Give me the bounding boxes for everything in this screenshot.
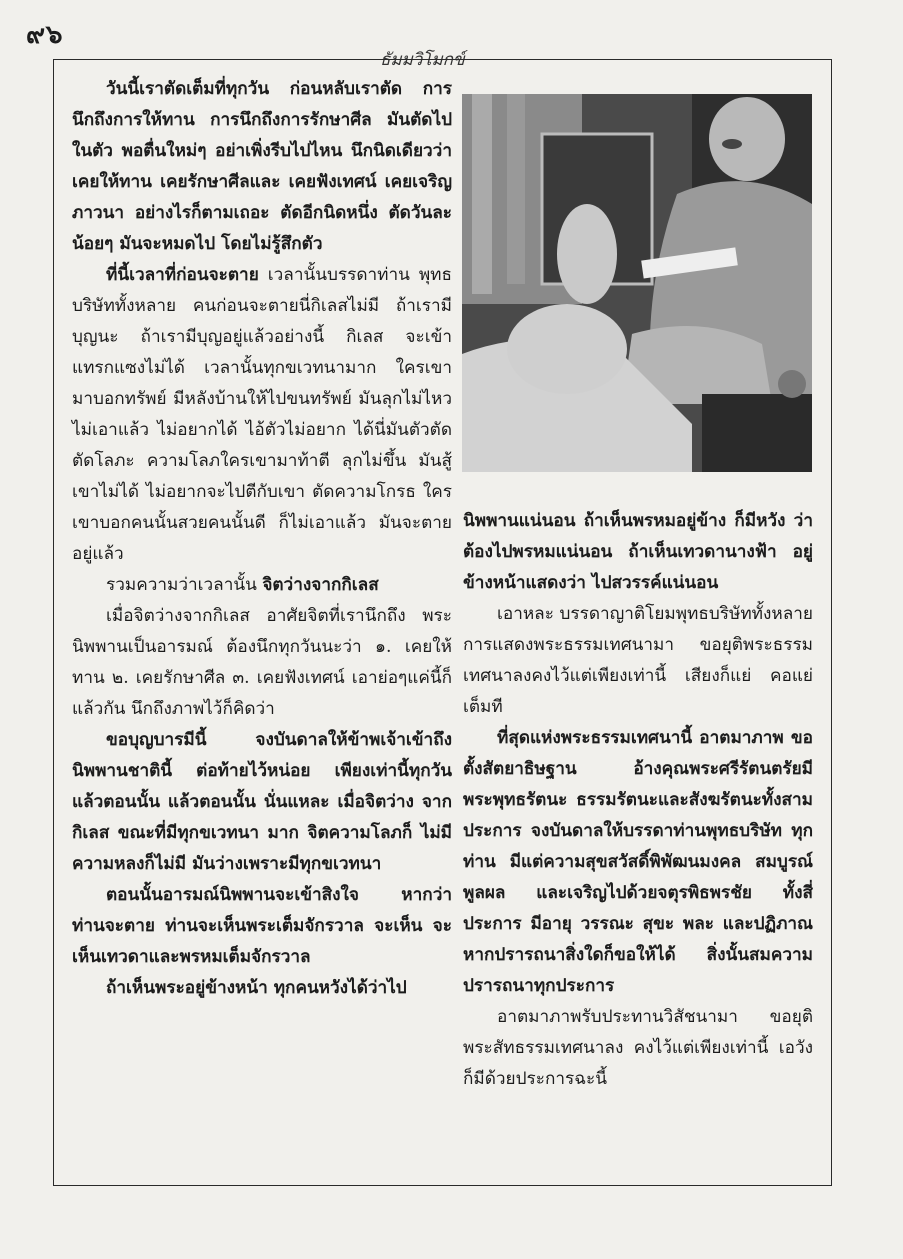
monk-photo (462, 94, 812, 472)
paragraph-4: เมื่อจิตว่างจากกิเลส อาศัยจิตที่เรานึกถึง พระนิพพานเป็นอารมณ์ ต้องนึกทุกวันนะว่า ๑. เคยให้ทาน ๒. เคยรักษาศีล ๓. เคยฟังเทศน์ เอาย่อๆแค่นี้ก็แล้วกัน นึกถึงภาพไว้ก็คิดว่า (72, 606, 452, 719)
paragraph-8: นิพพานแน่นอน ถ้าเห็นพรหมอยู่ข้าง ก็มีหวัง ว่า ต้องไปพรหมแน่นอน ถ้าเห็นเทวดานางฟ้า อยู่ข้างหน้าแสดงว่า ไปสวรรค์แน่นอน (463, 511, 813, 593)
paragraph-6: ตอนนั้นอารมณ์นิพพานจะเข้าสิงใจ หากว่า ท่านจะตาย ท่านจะเห็นพระเต็มจักรวาล จะเห็น จะเห็นเทวดาและพรหมเต็มจักรวาล (72, 885, 452, 967)
right-column (463, 506, 813, 1095)
paragraph-2-body: เวลานั้นบรรดาท่าน พุทธบริษัททั้งหลาย คนก่อนจะตายนี่กิเลสไม่มี ถ้าเรามีบุญนะ ถ้าเรามีบุญอยู่แล้วอย่างนี้ กิเลส จะเข้าแทรกแซงไม่ได้ เวลานั้นทุกขเวทนามาก ใครเขามาบอกทรัพย์ มีหลังบ้านให้ไปขนทรัพย์ มันลุกไม่ไหว ไม่เอาแล้ว ไม่อยากได้ ไอ้ตัวไม่อยาก ได้นี่มันตัวตัด ตัดโลภะ ความโลภใครเขามาท้าตี ลุกไม่ขึ้น มันสู้เขาไม่ได้ ไม่อยากจะไปตีกับเขา ตัดความโกรธ ใครเขาบอกคนนั้นสวยคนนั้นดี ก็ไม่เอาแล้ว มันจะตายอยู่แล้ว (72, 265, 452, 564)
left-column (72, 74, 452, 1004)
paragraph-9: เอาหละ บรรดาญาติโยมพุทธบริษัททั้งหลาย การแสดงพระธรรมเทศนามา ขอยุติพระธรรม เทศนาลงคงไว้แต่เพียงเท่านี้ เสียงก็แย่ คอแย่ เต็มที (463, 604, 813, 717)
paragraph-1: วันนี้เราตัดเต็มที่ทุกวัน ก่อนหลับเราตัด การนึกถึงการให้ทาน การนึกถึงการรักษาศีล มันตัดไปในตัว พอตื่นใหม่ๆ อย่าเพิ่งรีบไปไหน นึกนิดเดียวว่าเคยให้ทาน เคยรักษาศีลและ เคยฟังเทศน์ เคยเจริญภาวนา อย่างไรก็ตามเถอะ ตัดอีกนิดหนึ่ง ตัดวันละน้อยๆ มันจะหมดไป โดยไม่รู้สึกตัว (72, 79, 452, 254)
paragraph-7: ถ้าเห็นพระอยู่ข้างหน้า ทุกคนหวังได้ว่าไป (106, 978, 407, 998)
paragraph-11: อาตมาภาพรับประทานวิสัชนามา ขอยุติ พระสัทธรรมเทศนาลง คงไว้แต่เพียงเท่านี้ เอวังก็มีด้วยประการฉะนี้ (463, 1007, 813, 1089)
paragraph-5: ขอบุญบารมีนี้ จงบันดาลให้ข้าพเจ้าเข้าถึง นิพพานชาตินี้ ต่อท้ายไว้หน่อย เพียงเท่านี้ทุกวัน แล้วตอนนั้น แล้วตอนนั้น นั่นแหละ เมื่อจิตว่าง จากกิเลส ขณะที่มีทุกขเวทนา มาก จิตความโลภก็ ไม่มี ความหลงก็ไม่มี มันว่างเพราะมีทุกขเวทนา (72, 730, 452, 874)
paragraph-3-lead: รวมความว่าเวลานั้น (106, 575, 263, 595)
paragraph-2 (72, 260, 452, 570)
running-header: ธัมมวิโมกข์ (380, 50, 465, 70)
page-number: ๙๖ (26, 20, 64, 50)
paragraph-10: ที่สุดแห่งพระธรรมเทศนานี้ อาตมาภาพ ขอตั้งสัตยาธิษฐาน อ้างคุณพระศรีรัตนตรัยมี พระพุทธรัตนะ ธรรมรัตนะและสังฆรัตนะทั้งสาม ประการ จงบันดาลให้บรรดาท่านพุทธบริษัท ทุกท่าน มีแต่ความสุขสวัสดิ์พิพัฒนมงคล สมบูรณ์พูลผล และเจริญไปด้วยจตุรพิธพรชัย ทั้งสี่ประการ มีอายุ วรรณะ สุขะ พละ และปฏิภาณ หากปรารถนาสิ่งใดก็ขอให้ได้ สิ่งนั้นสมความปรารถนาทุกประการ (463, 728, 813, 996)
paragraph-2-lead: ที่นี้เวลาที่ก่อนจะตาย (106, 265, 259, 285)
photo-illustration (462, 94, 812, 472)
paragraph-3 (72, 570, 452, 601)
paragraph-3-bold: จิตว่างจากกิเลส (262, 575, 379, 595)
